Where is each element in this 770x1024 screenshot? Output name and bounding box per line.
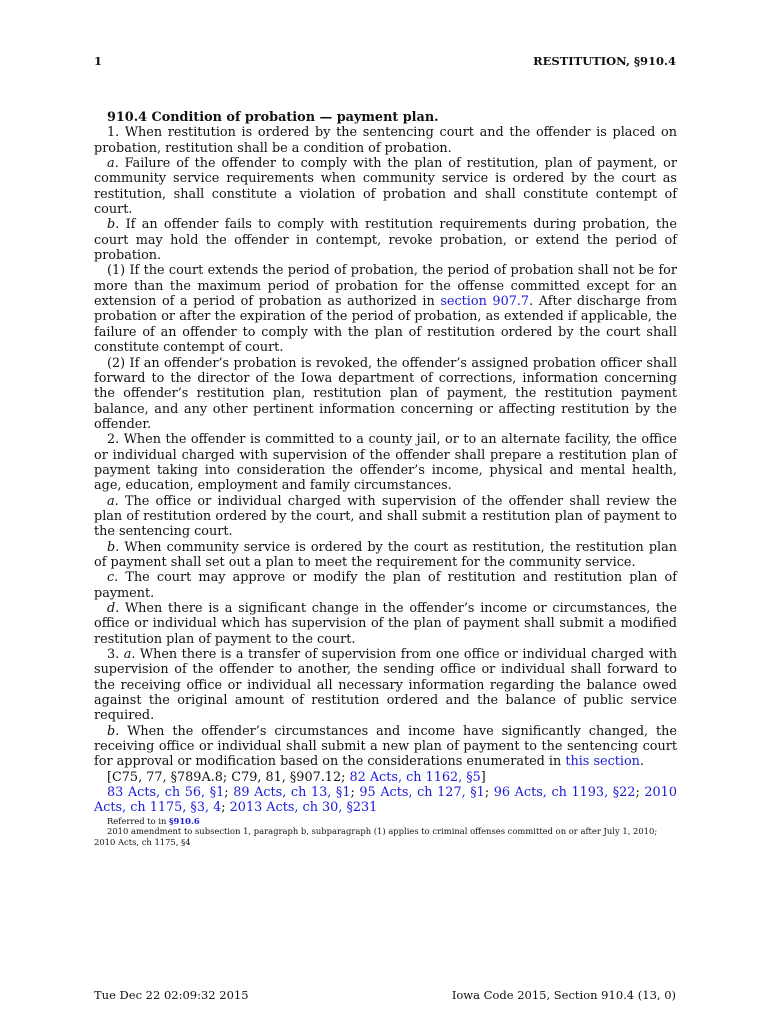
paragraph-1a bbox=[94, 156, 677, 217]
para-label: d. bbox=[107, 601, 120, 616]
history-link[interactable]: 89 Acts, ch 13, §1 bbox=[233, 785, 351, 801]
para-label: a. bbox=[107, 493, 119, 509]
para-text: When community service is ordered by the court as restitution, the restitution plan of payment shall set out a plan to meet the requirement for the community service. bbox=[94, 539, 677, 570]
para-text: When there is a transfer of supervision from one office or individual charged with supervision of the offender to another, the sending office or individual shall forward to the receiving office or individual all necessary information regarding the balance owed against the original amount of restitution ordered and the balance of public service required. bbox=[94, 647, 677, 724]
paragraph-3b bbox=[94, 724, 677, 770]
para-text: When the offender’s circumstances and income have significantly changed, the receiving office or individual shall submit a new plan of payment to the sentencing court for approval or modification based on the considerations enumerated in bbox=[94, 723, 677, 770]
history-sep: ; bbox=[635, 785, 645, 801]
history-link[interactable]: 82 Acts, ch 1162, §5 bbox=[349, 769, 481, 785]
history-sep: ; bbox=[224, 785, 234, 801]
para-text: Failure of the offender to comply with the plan of restitution, plan of payment, or community service requirements when community service is ordered by the court as restitution, shall constitute a violation of probation and shall constitute contempt of court. bbox=[94, 156, 677, 218]
history-text: ] bbox=[480, 769, 486, 785]
history-sep: ; bbox=[350, 785, 360, 801]
para-label: b. bbox=[107, 217, 120, 233]
footer-timestamp: Tue Dec 22 02:09:32 2015 bbox=[94, 988, 249, 1002]
referred-link[interactable]: §910.6 bbox=[169, 815, 200, 826]
paragraph-1: 1. When restitution is ordered by the sentencing court and the offender is placed on probation, restitution shall be a condition of probation. bbox=[94, 125, 677, 156]
para-label: a. bbox=[107, 156, 119, 172]
paragraph-2: 2. When the offender is committed to a county jail, or to an alternate facility, the office or individual charged with supervision of the offender shall prepare a restitution plan of payment taking into consideration the offender’s income, physical and mental health, age, education, employment and family circumstances. bbox=[94, 432, 677, 494]
page-number: 1 bbox=[94, 54, 103, 68]
paragraph-1b bbox=[94, 217, 677, 263]
history-link[interactable]: 96 Acts, ch 1193, §22 bbox=[493, 785, 636, 801]
paragraph-1b2: (2) If an offender’s probation is revoked, the offender’s assigned probation officer shall forward to the director of the Iowa department of corrections, information concerning the offender’s restitution plan, restitution plan of payment, the restitution payment balance, and any other pertinent information concerning or affecting restitution by the offender. bbox=[94, 355, 677, 432]
para-label: a. bbox=[123, 647, 136, 663]
referred-to-note bbox=[94, 816, 677, 826]
amendment-note: 2010 amendment to subsection 1, paragraph b, subparagraph (1) applies to criminal offenses committed on or after July 1, 2010; 2010 Acts, ch 1175, §4 bbox=[94, 826, 658, 847]
history-link[interactable]: 2010 Acts, ch 1175, §3, 4 bbox=[94, 785, 677, 816]
section-907-7-link[interactable]: section 907.7 bbox=[440, 294, 530, 310]
notes bbox=[94, 816, 677, 847]
para-text: The court may approve or modify the plan of restitution and restitution plan of payment. bbox=[94, 570, 677, 601]
document-body bbox=[94, 110, 677, 847]
history-link[interactable]: 2013 Acts, ch 30, §231 bbox=[229, 800, 378, 816]
footer-citation: Iowa Code 2015, Section 910.4 (13, 0) bbox=[451, 988, 676, 1002]
paragraph-3a bbox=[94, 647, 677, 724]
running-title: RESTITUTION, §910.4 bbox=[533, 54, 676, 68]
paragraph-2c bbox=[94, 570, 677, 601]
paragraph-2a bbox=[94, 494, 677, 540]
para-text: (1) If the court extends the period of probation, the period of probation shall not be for more than the maximum period of probation for the offense committed except for an extension of a period of probation as authorized in bbox=[94, 263, 677, 310]
para-text: . bbox=[639, 754, 645, 770]
para-text: The office or individual charged with supervision of the offender shall review the plan of restitution ordered by the court, and shall submit a restitution plan of payment to the sentencing court. bbox=[94, 493, 677, 540]
history-sep: ; bbox=[484, 785, 494, 801]
paragraph-2b bbox=[94, 540, 677, 571]
para-text: If an offender fails to comply with restitution requirements during probation, the court may hold the offender in contempt, revoke probation, or extend the period of probation. bbox=[94, 217, 677, 264]
history-sep: ; bbox=[221, 800, 230, 816]
history-link[interactable]: 83 Acts, ch 56, §1 bbox=[107, 785, 225, 801]
para-text: . After discharge from probation or after the expiration of the period of probation, as extended if applicable, the failure of an offender to comply with the plan of restitution ordered by the court shall constitute contempt of court. bbox=[94, 294, 677, 356]
paragraph-1b1 bbox=[94, 263, 677, 355]
history-link[interactable]: 95 Acts, ch 127, §1 bbox=[359, 785, 485, 801]
para-label: b. bbox=[107, 723, 120, 739]
history-line-2 bbox=[94, 785, 677, 816]
history-text: [C75, 77, §789A.8; C79, 81, §907.12; bbox=[107, 769, 350, 785]
referred-prefix: Referred to in bbox=[107, 815, 170, 826]
para-text: When there is a significant change in the offender’s income or circumstances, the office or individual which has supervision of the plan of payment shall submit a modified restitution plan of payment to the court. bbox=[94, 601, 677, 647]
section-title: 910.4 Condition of probation — payment plan. bbox=[107, 110, 439, 125]
this-section-link[interactable]: this section bbox=[565, 754, 640, 770]
paragraph-2d bbox=[94, 601, 677, 647]
para-number: 3. bbox=[107, 647, 124, 663]
para-label: c. bbox=[107, 570, 119, 586]
history-line-1 bbox=[94, 770, 677, 785]
para-label: b. bbox=[107, 539, 120, 555]
